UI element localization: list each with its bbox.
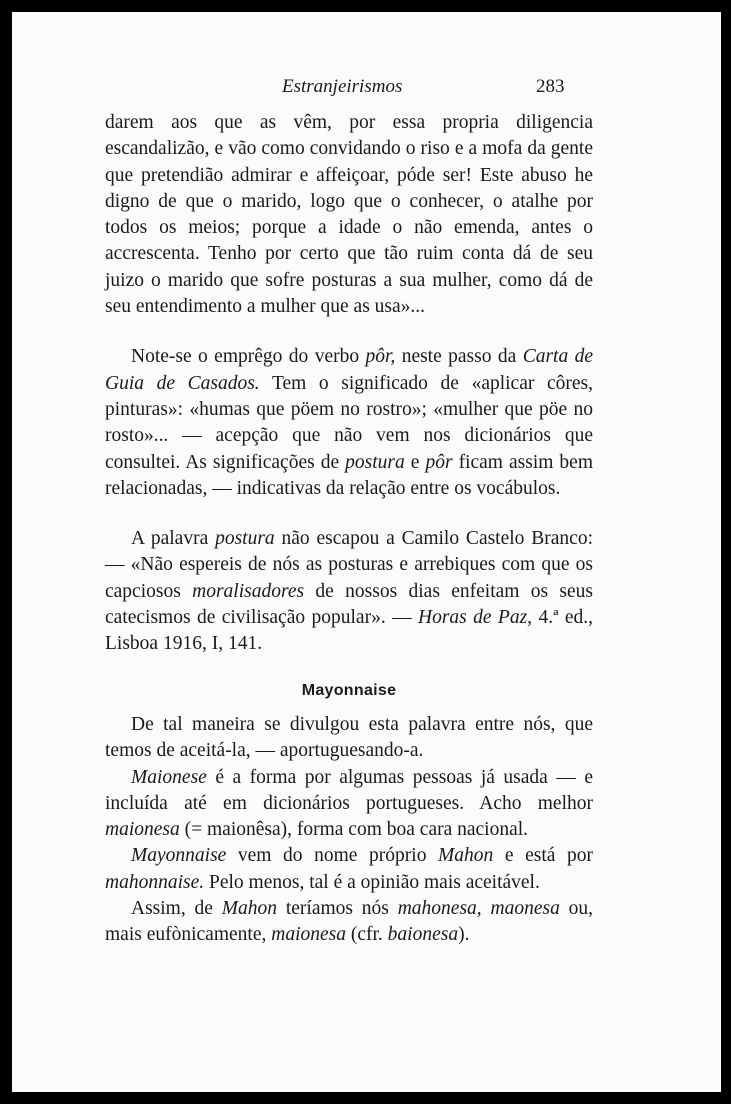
- paragraph-maionese: Maionese é a forma por algumas pessoas já usada — e incluída até em dicionários portugueses. Acho melhor maionesa (= maionêsa), forma com boa cara nacional.: [105, 766, 593, 841]
- body-text: [105, 110, 593, 949]
- running-title: Estranjeirismos: [282, 76, 403, 97]
- running-head: [12, 76, 721, 106]
- paragraph-assim: Assim, de Mahon teríamos nós mahonesa, maonesa ou, mais eufònicamente, maionesa (cfr. baionesa).: [105, 898, 594, 946]
- paragraph-divulgou: De tal maneira se divulgou esta palavra entre nós, que temos de aceitá-la, — aportuguesando-a.: [105, 713, 593, 762]
- paragraph-por: Note-se o emprêgo do verbo pôr, neste passo da Carta de Guia de Casados. Tem o significado de «aplicar côres, pinturas»: «humas que pöem no rostro»; «mulher que pöe no rosto»... — acepção que não vem nos dicionários que consultei. As significações de postura e pôr ficam assim bem relacionadas, — indicativas da relação entre os vocábulos.: [105, 346, 593, 499]
- section-heading: Mayonnaise: [301, 681, 397, 699]
- page-number: 283: [536, 76, 565, 97]
- book-page: [12, 12, 721, 1092]
- paragraph-camilo: A palavra postura não escapou a Camilo Castelo Branco: — «Não espereis de nós as posturas e arrebiques com que os capciosos moralisadores de nossos dias enfeitam os seus catecismos de civilisação popular». — Horas de Paz, 4.ª ed., Lisboa 1916, I, 141.: [105, 528, 594, 655]
- paragraph-mahon: Mayonnaise vem do nome próprio Mahon e está por mahonnaise. Pelo menos, tal é a opinião mais aceitável.: [105, 845, 593, 893]
- paragraph-quote-continuation: darem aos que as vêm, por essa propria diligencia escandalizão, e vão como convidando o riso e a mofa da gente que pretendião admirar e affeiçoar, póde ser! Este abuso he digno de que o marido, logo que o conhecer, o atalhe por todos os meios; porque a idade o não emenda, antes o accrescenta. Tenho por certo que tão ruim conta dá de seu juizo o marido que sofre posturas a sua mulher, como dá de seu entendimento a mulher que as usa»...: [105, 112, 593, 318]
